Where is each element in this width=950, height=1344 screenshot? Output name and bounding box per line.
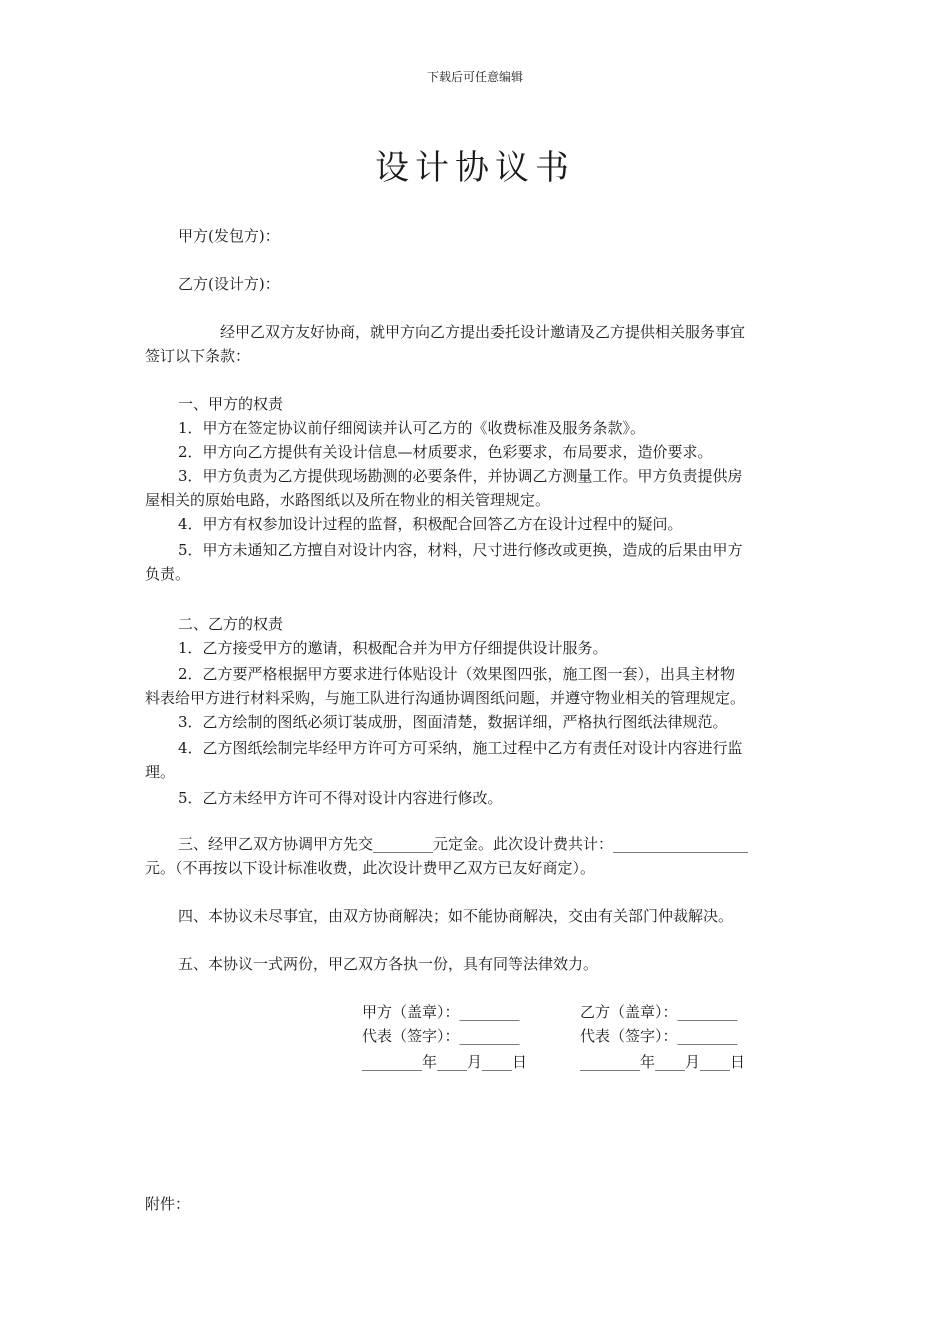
intro-line-1: 经甲乙双方友好协商，就甲方向乙方提出委托设计邀请及乙方提供相关服务事宜	[220, 323, 746, 341]
section-1-item: 4．甲方有权参加设计过程的监督，积极配合回答乙方在设计过程中的疑问。	[178, 515, 683, 533]
party-a-label: 甲方(发包方)：	[178, 227, 280, 245]
section-2-item: 2．乙方要严格根据甲方要求进行体贴设计（效果图四张，施工图一套），出具主材物	[178, 665, 736, 683]
section-1-item: 1．甲方在签定协议前仔细阅读并认可乙方的《收费标准及服务条款》。	[178, 419, 646, 437]
section-1-item: 2．甲方向乙方提供有关设计信息—材质要求，色彩要求，布局要求，造价要求。	[178, 443, 713, 461]
section-2-item: 3．乙方绘制的图纸必须订装成册，图面清楚，数据详细，严格执行图纸法律规范。	[178, 713, 728, 731]
section-2-item-cont: 理。	[145, 763, 176, 781]
party-b-label: 乙方(设计方)：	[178, 275, 280, 293]
section-3-line-2: 元。（不再按以下设计标准收费，此次设计费甲乙双方已友好商定）。	[145, 859, 596, 877]
party-a-date: ________年____月____日	[362, 1053, 528, 1071]
section-2-item: 5．乙方未经甲方许可不得对设计内容进行修改。	[178, 789, 503, 807]
party-a-representative: 代表（签字）：________	[362, 1027, 520, 1045]
party-a-seal: 甲方（盖章）：________	[362, 1003, 520, 1021]
section-4: 四、本协议未尽事宜，由双方协商解决；如不能协商解决，交由有关部门仲裁解决。	[178, 907, 734, 925]
attachment-label: 附件：	[145, 1195, 191, 1213]
section-2-item: 1．乙方接受甲方的邀请，积极配合并为甲方仔细提供设计服务。	[178, 639, 608, 657]
section-5: 五、本协议一式两份，甲乙双方各执一份，具有同等法律效力。	[178, 955, 599, 973]
party-b-seal: 乙方（盖章）：________	[580, 1003, 738, 1021]
section-2-item-cont: 料表给甲方进行材料采购，与施工队进行沟通协调图纸问题，并遵守物业相关的管理规定。	[145, 689, 746, 707]
section-1-item-cont: 负责。	[145, 565, 191, 583]
party-b-representative: 代表（签字）：________	[580, 1027, 738, 1045]
section-3-line-1: 三、经甲乙双方协调甲方先交________元定金。此次设计费共计：__________________	[178, 835, 749, 853]
page-header: 下载后可任意编辑	[426, 70, 523, 84]
intro-line-2: 签订以下条款：	[145, 347, 251, 365]
section-1-item: 3．甲方负责为乙方提供现场勘测的必要条件，并协调乙方测量工作。甲方负责提供房	[178, 467, 743, 485]
section-2-item: 4．乙方图纸绘制完毕经甲方许可方可采纳，施工过程中乙方有责任对设计内容进行监	[178, 739, 743, 757]
section-2-heading: 二、乙方的权责	[178, 615, 284, 633]
section-1-heading: 一、甲方的权责	[178, 395, 284, 413]
section-1-item: 5．甲方未通知乙方擅自对设计内容，材料，尺寸进行修改或更换，造成的后果由甲方	[178, 541, 743, 559]
section-1-item-cont: 屋相关的原始电路，水路图纸以及所在物业的相关管理规定。	[145, 491, 551, 509]
document-title: 设计协议书	[375, 148, 575, 188]
party-b-date: ________年____月____日	[580, 1053, 746, 1071]
